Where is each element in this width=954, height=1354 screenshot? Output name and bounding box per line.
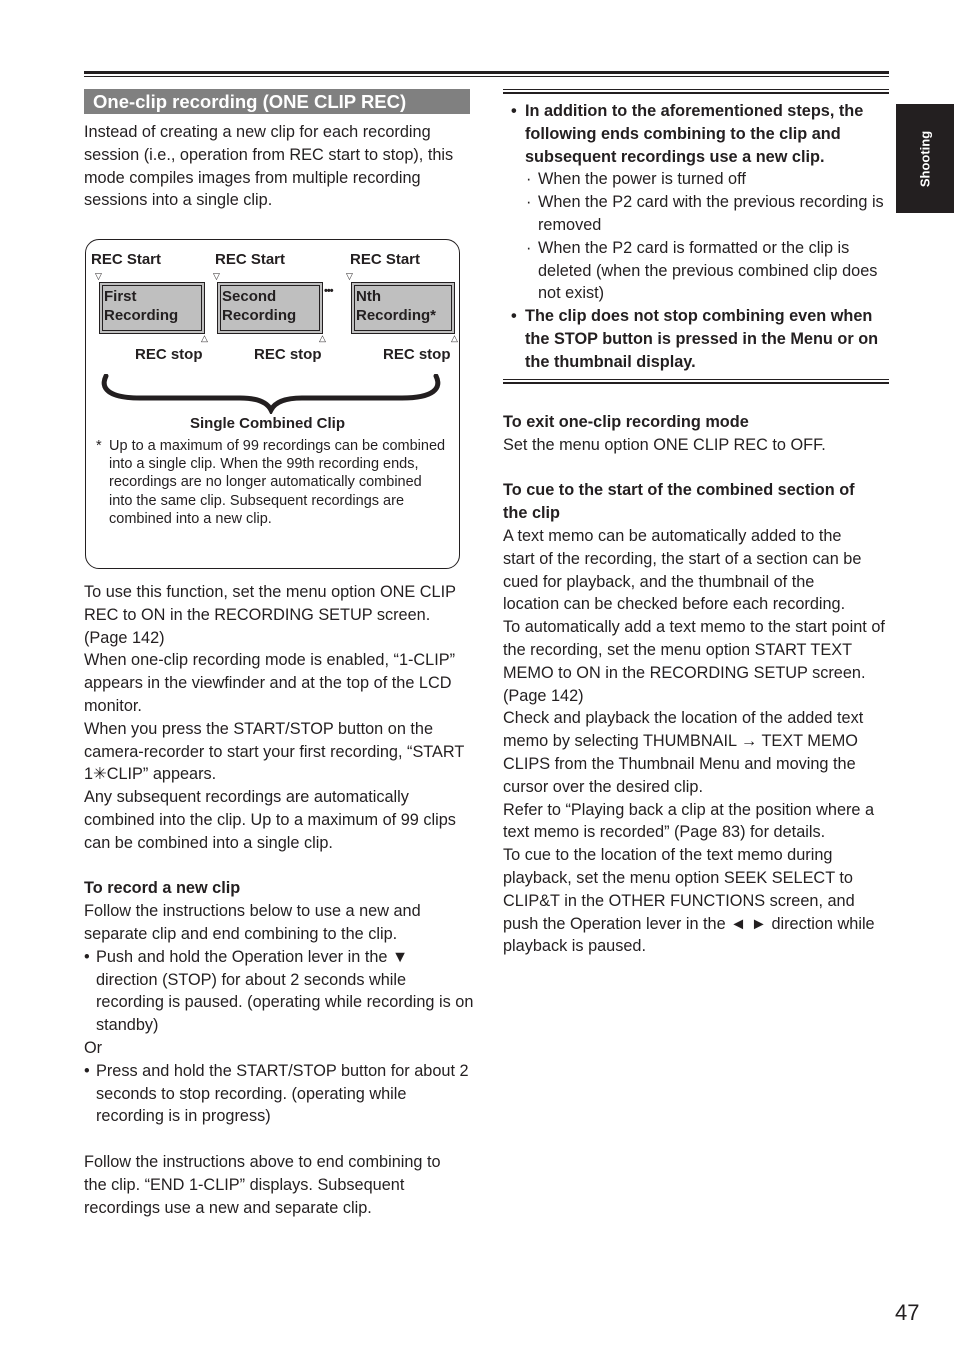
cue-para-5: To cue to the location of the text memo during playback, set the menu option SEEK SELECT to CLIP&T in the OTHER FUNCTIONS screen, and push the Operation lever in the ◄ ► direction while playback is paused.: [503, 846, 875, 956]
note-box-top-thin: [503, 92, 889, 94]
start-marker-1: ▽: [95, 271, 102, 281]
note-sub-2: [511, 191, 886, 237]
footnote-mark: *: [96, 438, 102, 454]
note-box-top-thick: [503, 89, 889, 90]
new-clip-intro: Follow the instructions below to use a new and separate clip and end combining to the clip.: [84, 902, 421, 943]
start-marker-3: ▽: [346, 271, 353, 281]
note-sub-2-text: When the P2 card with the previous recording is removed: [538, 193, 884, 234]
stop-marker-2: △: [319, 333, 326, 343]
note-bullet-2: [511, 305, 886, 373]
note-box: [511, 100, 886, 374]
cue-para-2: To automatically add a text memo to the start point of the recording, set the menu option START TEXT MEMO to ON in the RECORDING SETUP screen. (Page 142): [503, 618, 885, 705]
combined-clip-label: Single Combined Clip: [190, 415, 346, 432]
rec-stop-label-3: REC stop: [383, 346, 451, 363]
exit-text: Set the menu option ONE CLIP REC to OFF.: [503, 435, 826, 454]
recording-box-nth: [351, 282, 455, 334]
note-sub-1: [511, 168, 886, 191]
top-rule-right-thin: [470, 76, 889, 77]
ellipsis: •••: [324, 285, 333, 297]
spacer: [84, 1128, 474, 1151]
section-title: One-clip recording (ONE CLIP REC): [84, 89, 470, 114]
recording-first-line2: Recording: [104, 307, 179, 324]
sub-dot: ·: [526, 238, 532, 257]
note-sub-3-text: When the P2 card is formatted or the clip is deleted (when the previous combined clip does not exist): [538, 238, 878, 303]
closing-text: Follow the instructions above to end combining to the clip. “END 1-CLIP” displays. Subsequent recordings use a new and separate clip.: [84, 1152, 441, 1217]
left-para-1: To use this function, set the menu option ONE CLIP REC to ON in the RECORDING SETUP screen. (Page 142): [84, 583, 456, 647]
start-marker-2: ▽: [213, 271, 220, 281]
left-para-2: When one-clip recording mode is enabled, “1-CLIP” appears in the viewfinder and at the top of the LCD monitor.: [84, 651, 456, 715]
top-rule-left: [84, 71, 470, 74]
left-column: [84, 581, 474, 1219]
note-sub-1-text: When the power is turned off: [538, 170, 746, 189]
one-clip-diagram: [85, 239, 460, 569]
recording-nth-line1: Nth: [356, 288, 381, 305]
bullet-dot: •: [84, 947, 90, 966]
footnote-text: Up to a maximum of 99 recordings can be combined into a single clip. When the 99th recording ends, recordings are no longer automatically combined into the same clip. Subsequent recordings are combined into a new clip.: [109, 438, 446, 527]
rec-stop-label-1: REC stop: [135, 346, 203, 363]
cue-para-1: A text memo can be automatically added to the start of the recording, the start of a section can be cued for playback, and the thumbnail of the location can be checked before each recording.: [503, 526, 862, 614]
recording-nth-line2: Recording*: [356, 307, 437, 324]
rec-start-label-3: REC Start: [350, 251, 421, 268]
top-rule-right: [470, 71, 889, 74]
bullet-dot: •: [84, 1061, 90, 1080]
bullet-dot: •: [511, 102, 517, 120]
top-rule-left-thin: [84, 76, 470, 77]
bullet-2-text: Press and hold the START/STOP button for about 2 seconds to stop recording. (operating while recording is in progress): [96, 1061, 469, 1126]
note-box-bottom-thick: [503, 382, 889, 384]
spacer: [84, 855, 474, 878]
sub-dot: ·: [526, 193, 532, 212]
bullet-dot: •: [511, 307, 517, 326]
note-sub-3: [511, 237, 886, 305]
exit-heading: To exit one-clip recording mode: [503, 413, 749, 431]
recording-second-line2: Recording: [222, 307, 297, 324]
cue-heading: To cue to the start of the combined section of the clip: [503, 481, 855, 523]
new-clip-bullet-1: [84, 946, 474, 1037]
combined-brace: [100, 374, 442, 414]
cue-para-3: Check and playback the location of the added text memo by selecting THUMBNAIL → TEXT MEMO CLIPS from the Thumbnail Menu and moving the cursor over the desired clip.: [503, 709, 864, 796]
right-column: [503, 411, 893, 958]
recording-second-line1: Second: [222, 288, 277, 305]
or-text: Or: [84, 1038, 103, 1057]
note-bullet-1: [511, 100, 886, 168]
recording-box-first: [99, 282, 205, 334]
rec-start-label-2: REC Start: [215, 251, 286, 268]
stop-marker-3: △: [451, 333, 458, 343]
sub-dot: ·: [526, 170, 532, 189]
side-tab-label: Shooting: [917, 130, 933, 188]
left-para-3: When you press the START/STOP button on the camera-recorder to start your first recording, “START 1✳CLIP” appears.: [84, 719, 465, 784]
note-box-bottom-thin: [503, 379, 889, 380]
left-para-4: Any subsequent recordings are automatically combined into the clip. Up to a maximum of 99 clips can be combined into a single clip.: [84, 788, 456, 852]
rec-start-label-1: REC Start: [91, 251, 162, 268]
rec-stop-label-2: REC stop: [254, 346, 322, 363]
note-bullet-2-text: The clip does not stop combining even when the STOP button is pressed in the Menu or on the thumbnail display.: [525, 307, 879, 371]
page-number: 47: [895, 1300, 920, 1325]
note-bullet-1-text: In addition to the aforementioned steps, the following ends combining to the clip and subsequent recordings use a new clip.: [525, 102, 864, 166]
bullet-1-text: Push and hold the Operation lever in the ▼ direction (STOP) for about 2 seconds while recording is paused. (operating while recording is on standby): [96, 947, 474, 1035]
recording-first-line1: First: [104, 288, 137, 305]
spacer: [503, 457, 893, 480]
intro-text: Instead of creating a new clip for each recording session (i.e., operation from REC start to stop), this mode compiles images from multiple recording sessions into a single clip.: [84, 123, 454, 210]
stop-marker-1: △: [201, 333, 208, 343]
side-tab: [896, 104, 954, 213]
new-clip-heading: To record a new clip: [84, 879, 241, 898]
recording-box-second: [217, 282, 323, 334]
new-clip-bullet-2: [84, 1060, 474, 1128]
cue-para-4: Refer to “Playing back a clip at the position where a text memo is recorded” (Page 83) for details.: [503, 800, 875, 842]
